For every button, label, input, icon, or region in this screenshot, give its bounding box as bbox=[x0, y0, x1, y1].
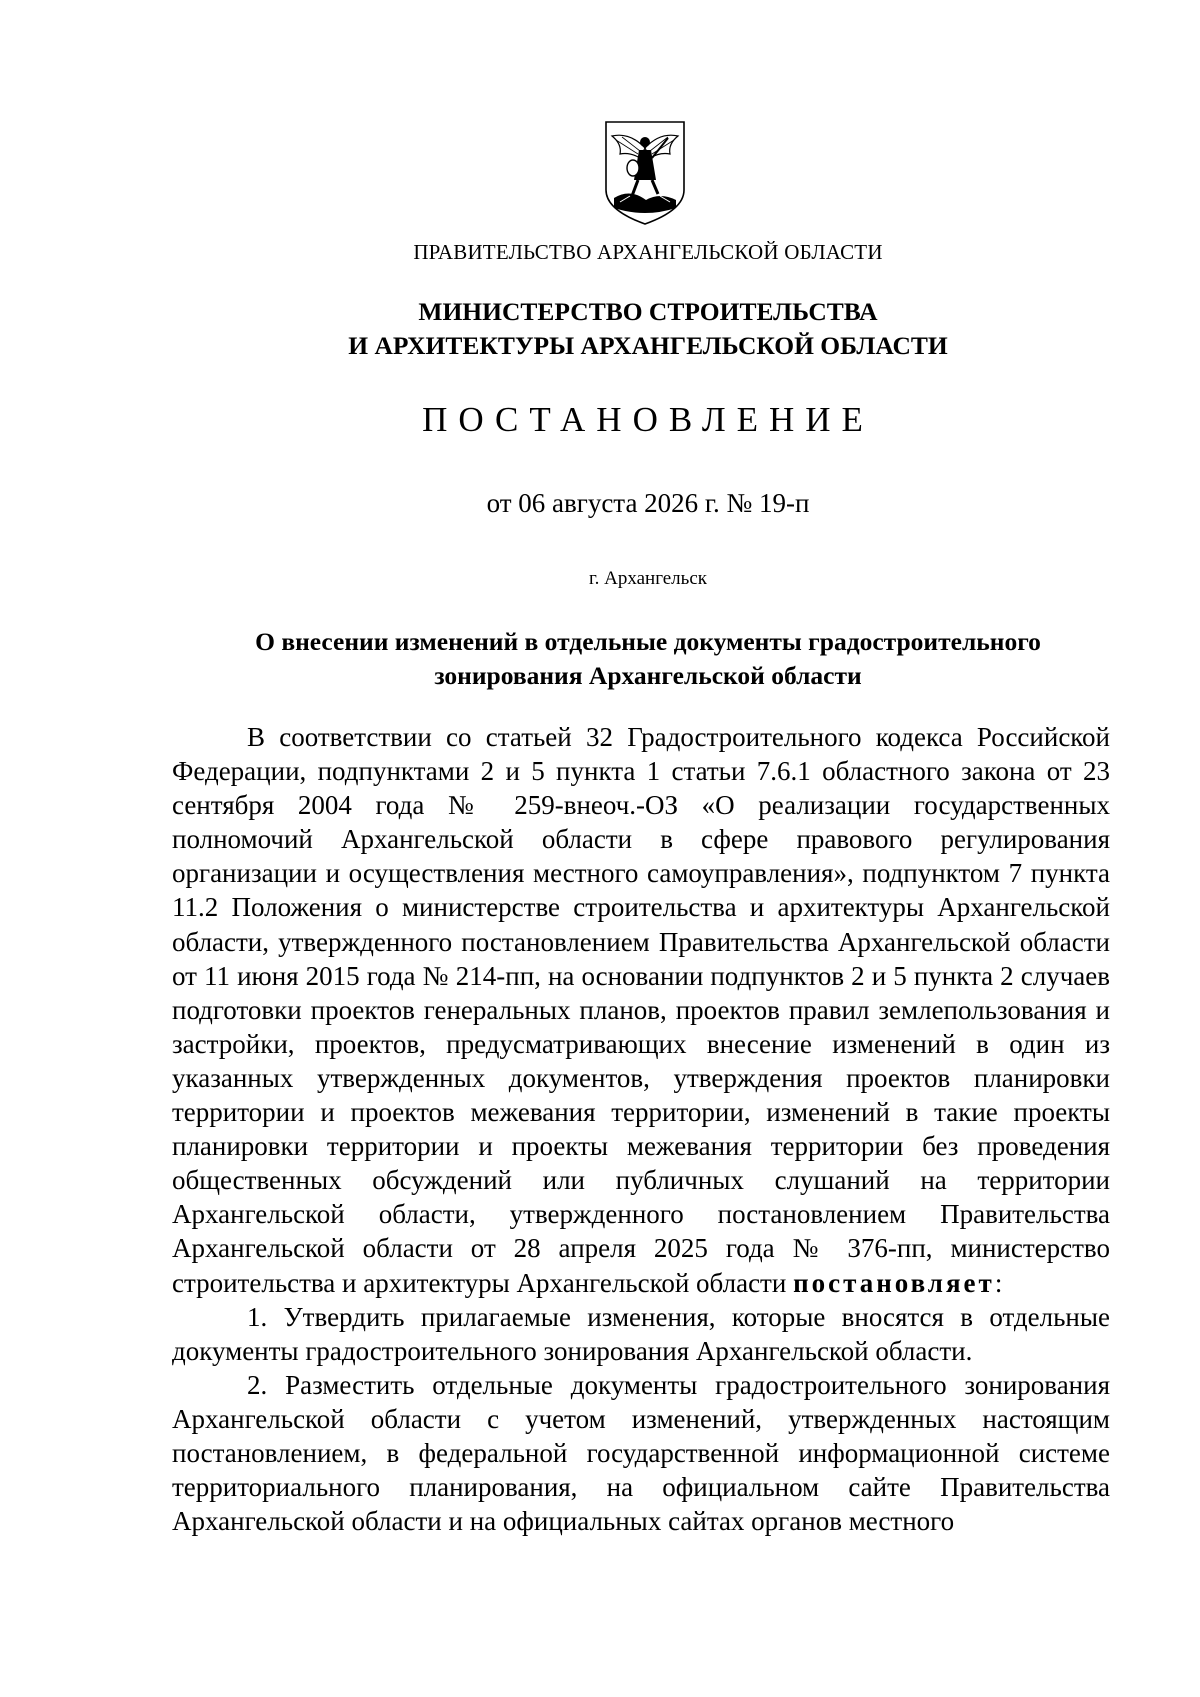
document-city: г. Архангельск bbox=[588, 568, 707, 589]
government-name: ПРАВИТЕЛЬСТВО АРХАНГЕЛЬСКОЙ ОБЛАСТИ bbox=[413, 240, 883, 264]
item-1-paragraph: 1. Утвердить прилагаемые изменения, которые вносятся в отдельные документы градостроительного зонирования Архангельской области. bbox=[172, 1301, 1110, 1366]
document-body bbox=[172, 720, 1110, 1538]
ministry-line-1: МИНИСТЕРСТВО СТРОИТЕЛЬСТВА bbox=[418, 297, 878, 326]
document-subject bbox=[0, 625, 1200, 693]
decree-word: постановляет bbox=[793, 1267, 995, 1298]
coat-of-arms-icon bbox=[600, 118, 690, 228]
subject-line-2: зонирования Архангельской области bbox=[434, 661, 862, 690]
ministry-name bbox=[0, 295, 1200, 363]
item-2-paragraph: 2. Разместить отдельные документы градостроительного зонирования Архангельской области с учетом изменений, утвержденных настоящим постановлением, в федеральной государственной информационной системе территориального планирования, на официальном сайте Правительства Архангельской области и на официальных сайтах органов местного bbox=[172, 1369, 1110, 1537]
document-type: ПОСТАНОВЛЕНИЕ bbox=[422, 400, 874, 439]
ministry-line-2: И АРХИТЕКТУРЫ АРХАНГЕЛЬСКОЙ ОБЛАСТИ bbox=[348, 331, 948, 360]
document-date-number: от 06 августа 2026 г. № 19-п bbox=[486, 488, 810, 518]
preamble-text: В соответствии со статьей 32 Градостроительного кодекса Российской Федерации, подпунктами 2 и 5 пункта 1 статьи 7.6.1 областного закона от 23 сентября 2004 года № 259-внеоч.-ОЗ «О реализации государственных полномочий Архангельской области в сфере правового регулирования организации и осуществления местного самоуправления», подпунктом 7 пункта 11.2 Положения о министерстве строительства и архитектуры Архангельской области, утвержденного постановлением Правительства Архангельской области от 11 июня 2015 года № 214-пп, на основании подпунктов 2 и 5 пункта 2 случаев подготовки проектов генеральных планов, проектов правил землепользования и застройки, проектов, предусматривающих внесение изменений в один из указанных утвержденных документов, утверждения проектов планировки территории и проектов межевания территории, изменений в такие проекты планировки территории и проекты межевания территории без проведения общественных обсуждений или публичных слушаний на территории Архангельской области, утвержденного постановлением Правительства Архангельской области от 28 апреля 2025 года № 376-пп, министерство строительства и архитектуры Архангельской области bbox=[172, 722, 1110, 1298]
subject-line-1: О внесении изменений в отдельные документы градостроительного bbox=[255, 627, 1041, 656]
decree-colon: : bbox=[994, 1267, 1003, 1298]
preamble-paragraph bbox=[172, 720, 1110, 1300]
